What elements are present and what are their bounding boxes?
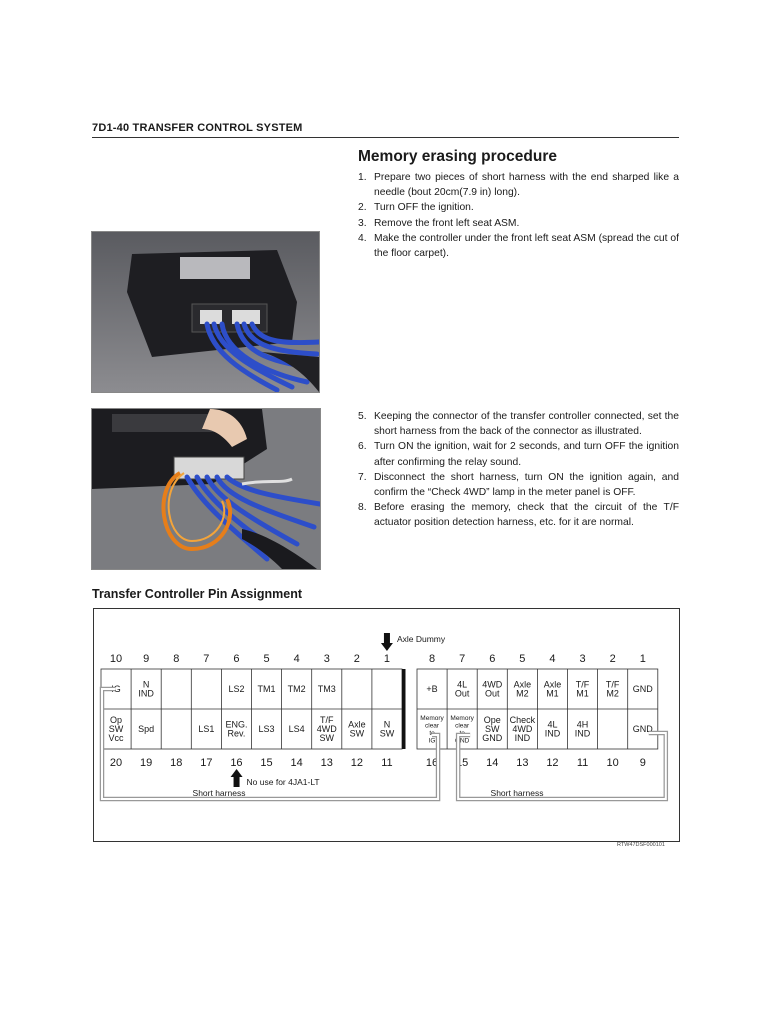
pin-number: 15 — [456, 757, 469, 769]
pin-label: SW — [485, 724, 500, 735]
step-text: Disconnect the short harness, turn ON the ignition again, and confirm the “Check 4WD” lamp in the meter panel is OFF. — [374, 471, 679, 499]
steps-list-1 — [358, 170, 679, 261]
pin-label: GND — [454, 737, 470, 745]
pin-number: 13 — [516, 757, 529, 769]
pin-label: IND — [574, 728, 591, 739]
pin-number: 11 — [576, 757, 589, 769]
pin-label: LS1 — [198, 724, 215, 735]
pin-number: 10 — [606, 757, 619, 769]
pin-label: Rev. — [227, 728, 246, 739]
pin-number: 14 — [290, 757, 303, 769]
pin-number: 3 — [323, 653, 330, 665]
page-header: 7D1-40 TRANSFER CONTROL SYSTEM — [92, 122, 303, 134]
pin-number: 20 — [109, 757, 123, 769]
step-number: 1. — [358, 172, 367, 183]
pin-label: TM1 — [257, 684, 276, 695]
step-number: 7. — [358, 471, 367, 483]
pin-label: IG — [111, 684, 121, 695]
pin-label: 4L — [547, 719, 558, 730]
pin-label: 4WD — [512, 724, 533, 735]
pin-number: 8 — [173, 653, 180, 665]
step-text: Keeping the connector of the transfer controller connected, set the short harness from the back of the connector as illustrated. — [374, 411, 679, 438]
pin-number: 2 — [353, 653, 360, 665]
pin-number: 16 — [230, 757, 243, 769]
pin-number: 7 — [203, 653, 210, 665]
pin-label: Memory — [420, 715, 444, 723]
pin-label: M2 — [606, 688, 619, 699]
pin-label: LS3 — [258, 724, 275, 735]
pin-label: Op — [110, 715, 123, 726]
pin-number: 9 — [639, 757, 646, 769]
pin-label: GND — [482, 733, 503, 744]
pin-number: 9 — [143, 653, 150, 665]
pin-number: 6 — [489, 653, 496, 665]
pin-label: to — [429, 730, 435, 738]
step-text: Make the controller under the front left seat ASM (spread the cut of the floor carpet). — [374, 232, 679, 260]
pin-number: 2 — [609, 653, 616, 665]
pin-number: 19 — [140, 757, 153, 769]
axle-dummy-label: Axle Dummy — [396, 634, 446, 644]
pin-number: 10 — [109, 653, 123, 665]
no-use-label: No use for 4JA1-LT — [246, 777, 320, 787]
pin-label: 4L — [457, 679, 468, 690]
step-number: 5. — [358, 411, 367, 422]
short-harness-label-left: Short harness — [192, 788, 246, 798]
pin-label: Axle — [513, 679, 532, 690]
pin-number: 4 — [549, 653, 556, 665]
pin-number: 12 — [350, 757, 363, 769]
pin-label: IG — [428, 737, 436, 745]
pin-label: M1 — [576, 688, 589, 699]
pin-label: Spd — [138, 724, 155, 735]
pin-number: 12 — [546, 757, 559, 769]
pin-number: 16 — [425, 757, 439, 769]
pin-label: Ope — [483, 715, 501, 726]
pin-label: N — [383, 719, 391, 730]
photo-short-harness — [91, 408, 321, 570]
step-number: 2. — [358, 202, 367, 214]
step-text: Before erasing the memory, check that the circuit of the T/F actuator position detection harness, etc. for it are normal. — [374, 502, 679, 529]
pin-label: T/F — [320, 715, 334, 726]
pin-diagram-svg — [94, 609, 679, 841]
pin-label: N — [142, 679, 150, 690]
arrow-icon — [384, 633, 390, 643]
pin-label: GND — [632, 724, 653, 735]
pin-label: Axle — [543, 679, 562, 690]
short-harness-label-right: Short harness — [490, 788, 544, 798]
step-text: Turn ON the ignition, wait for 2 seconds, and turn OFF the ignition after confirming the relay sound. — [374, 441, 679, 468]
step-item — [358, 231, 679, 261]
photo-controller — [91, 231, 320, 393]
pin-label: IND — [544, 728, 561, 739]
step-item — [358, 500, 679, 530]
pin-label: Check — [509, 715, 536, 726]
arrow-icon — [381, 643, 393, 651]
step-number: 3. — [358, 217, 367, 229]
pin-label: Memory — [450, 715, 474, 723]
pin-label: M2 — [516, 688, 529, 699]
steps-list-2 — [358, 409, 679, 531]
pin-label: T/F — [605, 679, 620, 690]
pin-label: clear — [455, 722, 470, 730]
pin-label: SW — [349, 728, 365, 739]
pin-label: SW — [319, 733, 334, 744]
pin-label: Axle — [348, 719, 366, 730]
pin-number: 1 — [383, 653, 391, 665]
step-item — [358, 216, 679, 231]
step-number: 6. — [358, 441, 367, 453]
pin-label: Out — [454, 688, 470, 699]
pin-number: 6 — [233, 653, 240, 665]
section-title-memory-erasing: Memory erasing procedure — [358, 148, 557, 165]
step-number: 4. — [358, 232, 367, 244]
pin-number: 18 — [170, 757, 183, 769]
pin-number: 1 — [639, 653, 646, 665]
pin-label: SW — [108, 724, 124, 735]
pin-label: 4WD — [316, 724, 337, 735]
pin-label: to — [459, 730, 465, 738]
step-item — [358, 170, 679, 200]
pin-label: Vcc — [108, 733, 124, 744]
step-text: Turn OFF the ignition. — [374, 202, 474, 214]
pin-assignment-diagram — [93, 608, 680, 842]
pin-number: 7 — [459, 653, 466, 665]
pin-label: T/F — [575, 679, 590, 690]
step-item — [358, 409, 679, 439]
pin-number: 13 — [320, 757, 333, 769]
pin-label: IND — [138, 688, 154, 699]
pin-number: 5 — [519, 653, 526, 665]
step-item — [358, 439, 679, 469]
step-text: Prepare two pieces of short harness with the end sharped like a needle (bout 20cm(7.9 in) long). — [374, 172, 679, 199]
pin-label: LS2 — [228, 684, 245, 695]
pin-label: TM2 — [287, 684, 306, 695]
pin-label: IND — [514, 733, 531, 744]
pin-label: +B — [426, 684, 438, 695]
pin-label: LS4 — [288, 724, 305, 735]
step-text: Remove the front left seat ASM. — [374, 217, 520, 229]
pin-number: 17 — [200, 757, 213, 769]
pin-label: 4WD — [482, 679, 503, 690]
pin-number: 15 — [260, 757, 273, 769]
step-item — [358, 470, 679, 500]
pin-label: Out — [484, 688, 500, 699]
pin-label: ENG. — [225, 719, 248, 730]
pin-number: 4 — [293, 653, 300, 665]
pin-label: clear — [425, 722, 440, 730]
pin-label: GND — [632, 684, 653, 695]
pin-number: 11 — [381, 757, 393, 769]
pin-label: TM3 — [317, 684, 336, 695]
arrow-icon — [231, 769, 243, 777]
step-item — [358, 200, 679, 215]
connector-separator — [402, 669, 406, 749]
pin-label: 4H — [576, 719, 589, 730]
step-number: 8. — [358, 502, 367, 514]
header-rule — [92, 137, 679, 138]
pin-number: 5 — [263, 653, 270, 665]
pin-number: 14 — [486, 757, 499, 769]
figure-caption: RTW47DSF000101 — [617, 842, 665, 848]
pin-number: 8 — [428, 653, 436, 665]
pin-label: SW — [379, 728, 395, 739]
pin-label: M1 — [546, 688, 559, 699]
section-title-pin-assignment: Transfer Controller Pin Assignment — [92, 587, 302, 601]
pin-number: 3 — [579, 653, 586, 665]
arrow-icon — [234, 777, 240, 787]
